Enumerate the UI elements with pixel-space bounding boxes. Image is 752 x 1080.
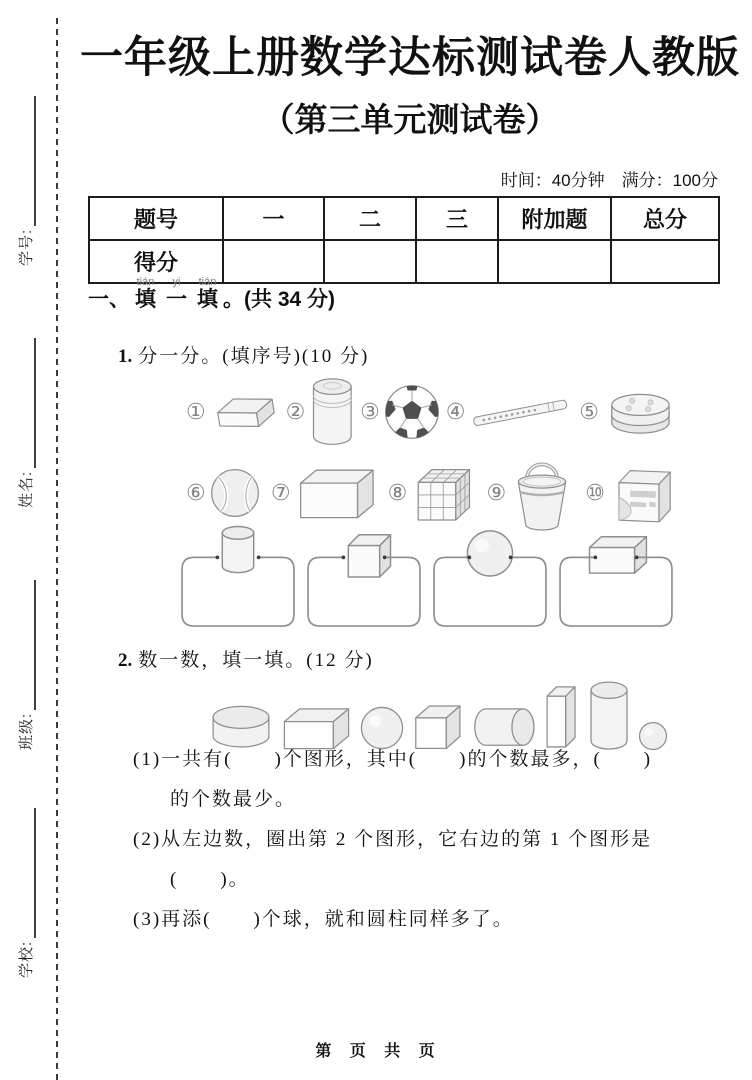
q1-shapes-row-2 [186, 452, 680, 534]
question-1-number: 1. [118, 346, 133, 367]
tennis-ball-shape [207, 465, 263, 521]
q1-item-cookies [579, 387, 680, 438]
item-number: ⑥ [186, 480, 206, 506]
ruby-char: 一yi [166, 276, 187, 311]
score-row-label: 得分 [89, 240, 223, 283]
name-blank-line [18, 338, 36, 468]
q2-sub2-line2: ( )。 [170, 869, 250, 890]
q1-item-soccer-ball [360, 381, 443, 443]
q1-item-flute [446, 391, 577, 434]
q2-sub1-line2: 的个数最少。 [170, 789, 297, 810]
q1-item-rubiks-cube [388, 460, 479, 527]
question-2-number: 2. [118, 650, 133, 671]
q1-item-bucket [486, 454, 577, 532]
rubiks-cube-shape [408, 460, 478, 527]
question-2-text [118, 645, 374, 672]
score-cell-bonus [498, 240, 611, 283]
score-table-header-row [89, 197, 719, 240]
score-header-bonus: 附加题 [498, 197, 611, 240]
section-one-prefix: 一、 [88, 288, 130, 311]
item-number: ③ [360, 399, 380, 425]
question-2-label: 数一数，填一填。(12 分) [138, 650, 374, 671]
school-label: 学校: [18, 940, 35, 978]
ruby-char: 填tián [135, 276, 156, 311]
item-number: ④ [445, 399, 466, 425]
item-number: ⑩ [585, 480, 605, 506]
eraser-shape [207, 387, 283, 438]
sidebar-field-student-id [14, 80, 36, 266]
q1-item-eraser [186, 387, 283, 438]
q1-item-tennis-ball [186, 465, 263, 521]
student-id-blank-line [18, 96, 36, 226]
answer-bin-cylinder [178, 524, 298, 630]
sidebar-field-class [14, 564, 36, 750]
answer-bin-cube [304, 524, 424, 630]
q2-sub2-line1: (2)从左边数，圈出第 2 个图形，它右边的第 1 个图形是 [133, 829, 653, 850]
tissue-box-shape [606, 461, 680, 525]
item-number: ② [285, 399, 306, 425]
q2-sub1-line1: (1)一共有( )个图形，其中( )的个数最多，( ) [133, 749, 653, 770]
item-number: ⑦ [270, 480, 291, 506]
student-id-label: 学号: [18, 228, 35, 266]
q1-item-tissue-box [585, 461, 680, 525]
ruby-char: 填tián [197, 276, 218, 311]
flute-shape [466, 391, 576, 434]
soccer-ball-shape [381, 381, 443, 443]
time-score-info: 时间：40分钟 满分：100分 [500, 171, 718, 190]
section-one-heading [88, 276, 335, 312]
page-title: 一年级上册数学达标测试卷人教版 [80, 34, 740, 82]
cookies-shape [600, 387, 680, 438]
answer-bin-sphere [430, 524, 550, 630]
question-1-text [118, 341, 369, 368]
name-label: 姓名: [18, 470, 35, 508]
sidebar-field-name [14, 322, 36, 508]
section-one-suffix: 。(共 34 分) [223, 288, 336, 311]
item-number: ⑤ [579, 399, 599, 425]
class-label: 班级: [18, 712, 35, 750]
q1-item-can [286, 376, 358, 448]
bucket-shape [507, 454, 577, 532]
question-1-label: 分一分。(填序号)(10 分) [138, 346, 370, 367]
q2-sub-questions [133, 740, 723, 940]
q2-sub3-line: (3)再添( )个球，就和圆柱同样多了。 [133, 909, 514, 930]
page-footer: 第 页 共 页 [315, 1043, 437, 1060]
score-table [88, 196, 720, 284]
cut-dashed-line [56, 18, 58, 1080]
section1-ruby [130, 276, 223, 311]
score-header-two: 二 [324, 197, 416, 240]
page-subtitle: （第三单元测试卷） [261, 101, 559, 138]
sidebar-field-school [14, 792, 36, 978]
score-cell-two [324, 240, 416, 283]
can-shape [306, 376, 357, 448]
score-header-one: 一 [223, 197, 324, 240]
box-shape [292, 464, 380, 523]
q1-item-box [271, 464, 380, 523]
school-blank-line [18, 808, 36, 938]
score-header-total: 总分 [611, 197, 719, 240]
item-number: ① [186, 399, 206, 425]
q1-answer-bins [178, 524, 676, 630]
score-header-three: 三 [416, 197, 498, 240]
score-header-timu: 题号 [89, 197, 223, 240]
item-number: ⑨ [486, 480, 507, 506]
answer-bin-cuboid [556, 524, 676, 630]
q1-shapes-row-1 [186, 374, 680, 450]
score-cell-total [611, 240, 719, 283]
item-number: ⑧ [387, 480, 408, 506]
score-cell-three [416, 240, 498, 283]
class-blank-line [18, 580, 36, 710]
